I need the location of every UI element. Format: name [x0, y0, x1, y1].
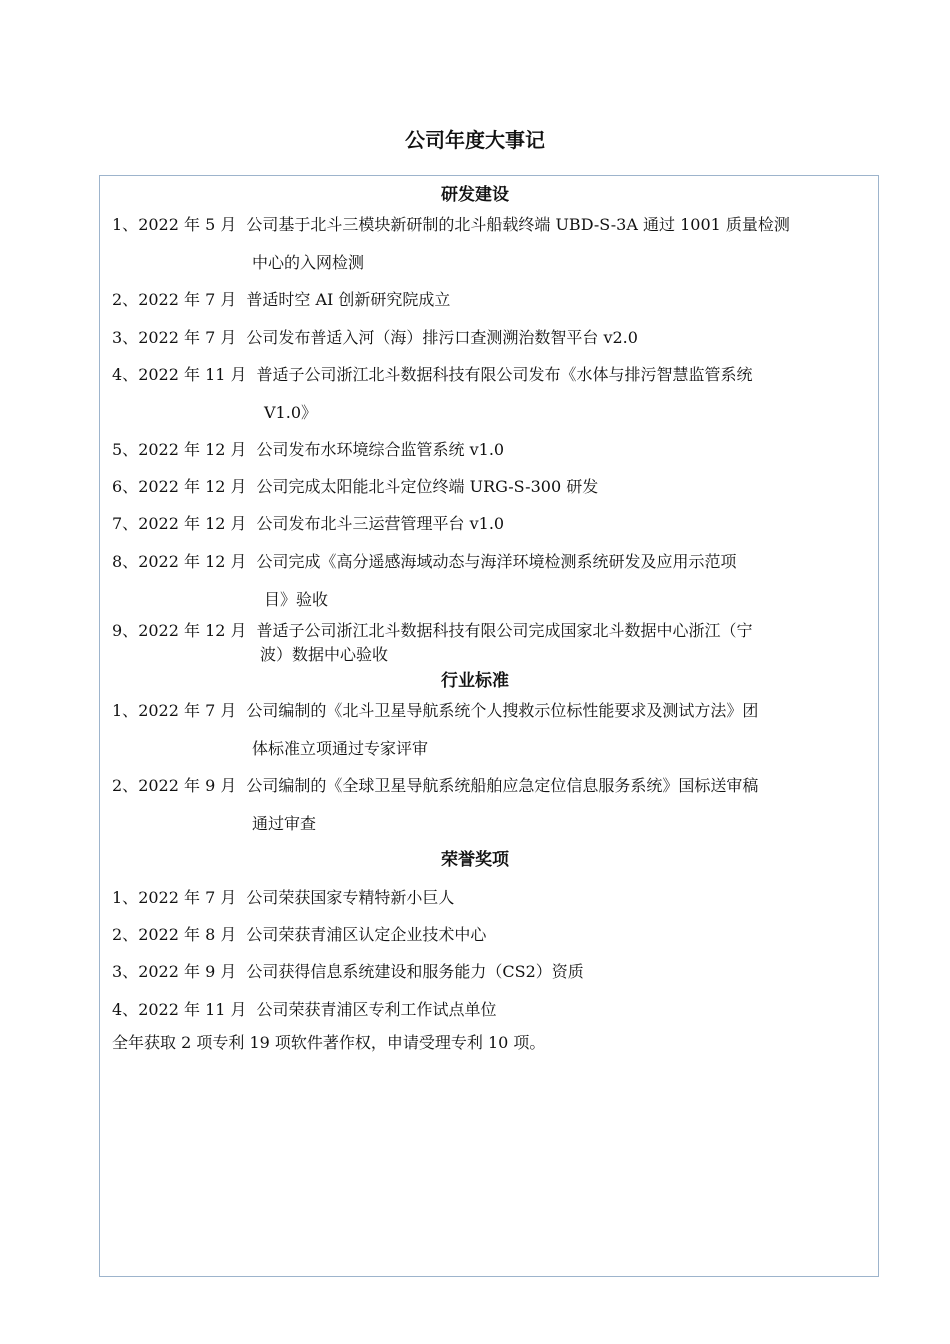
item-date: 2022 年 7 月 — [138, 888, 237, 907]
list-item — [112, 437, 868, 463]
item-index: 5、 — [112, 440, 139, 459]
list-item — [112, 549, 868, 613]
item-date: 2022 年 9 月 — [138, 776, 237, 795]
list-item — [112, 959, 868, 985]
annual-summary: 全年获取 2 项专利 19 项软件著作权，申请受理专利 10 项。 — [112, 1033, 546, 1052]
item-date: 2022 年 12 月 — [138, 440, 247, 459]
item-index: 9、 — [112, 621, 139, 640]
item-date: 2022 年 12 月 — [138, 514, 247, 533]
item-index: 1、 — [112, 701, 139, 720]
item-date: 2022 年 8 月 — [138, 925, 237, 944]
item-date: 2022 年 12 月 — [138, 552, 247, 571]
list-item — [112, 997, 868, 1023]
item-text: 公司发布普适入河（海）排污口查测溯治数智平台 v2.0 — [246, 328, 638, 347]
list-item — [112, 362, 868, 426]
item-text-continued: V1.0》 — [264, 403, 318, 422]
item-index: 2、 — [112, 290, 139, 309]
list-item — [112, 618, 868, 668]
item-text-continued: 体标准立项通过专家评审 — [252, 739, 429, 758]
item-index: 1、 — [112, 215, 139, 234]
item-index: 1、 — [112, 888, 139, 907]
item-text: 公司编制的《全球卫星导航系统船舶应急定位信息服务系统》国标送审稿 — [246, 776, 759, 795]
item-text: 普适子公司浙江北斗数据科技有限公司发布《水体与排污智慧监管系统 — [256, 365, 753, 384]
item-index: 4、 — [112, 365, 139, 384]
list-item — [112, 773, 868, 837]
item-text-continued: 目》验收 — [264, 590, 329, 609]
item-text: 公司荣获青浦区认定企业技术中心 — [246, 925, 487, 944]
section-heading-honors: 荣誉奖项 — [441, 850, 509, 870]
page-title: 公司年度大事记 — [405, 128, 545, 152]
list-item — [112, 885, 868, 911]
item-text: 公司发布水环境综合监管系统 v1.0 — [256, 440, 505, 459]
item-index: 6、 — [112, 477, 139, 496]
item-date: 2022 年 7 月 — [138, 328, 237, 347]
item-text: 公司完成太阳能北斗定位终端 URG-S-300 研发 — [256, 477, 599, 496]
item-date: 2022 年 12 月 — [138, 477, 247, 496]
list-item — [112, 325, 868, 351]
item-text: 公司荣获青浦区专利工作试点单位 — [256, 1000, 497, 1019]
item-index: 3、 — [112, 962, 139, 981]
item-index: 2、 — [112, 925, 139, 944]
item-date: 2022 年 9 月 — [138, 962, 237, 981]
item-text-continued: 波）数据中心验收 — [260, 645, 389, 664]
list-item — [112, 212, 868, 276]
item-date: 2022 年 11 月 — [138, 365, 247, 384]
item-index: 2、 — [112, 776, 139, 795]
item-text: 公司基于北斗三模块新研制的北斗船载终端 UBD-S-3A 通过 1001 质量检测 — [246, 215, 790, 234]
item-text-continued: 中心的入网检测 — [252, 253, 365, 272]
section-heading-rd: 研发建设 — [441, 185, 509, 205]
item-text-continued: 通过审查 — [252, 814, 317, 833]
list-item — [112, 287, 868, 313]
item-text: 公司完成《高分遥感海域动态与海洋环境检测系统研发及应用示范项 — [256, 552, 737, 571]
item-index: 7、 — [112, 514, 139, 533]
section-heading-standards: 行业标准 — [441, 671, 509, 691]
item-index: 3、 — [112, 328, 139, 347]
item-date: 2022 年 7 月 — [138, 290, 237, 309]
item-text: 公司荣获国家专精特新小巨人 — [246, 888, 455, 907]
list-item — [112, 922, 868, 948]
list-item — [112, 511, 868, 537]
item-date: 2022 年 11 月 — [138, 1000, 247, 1019]
item-text: 公司获得信息系统建设和服务能力（CS2）资质 — [246, 962, 584, 981]
item-text: 公司编制的《北斗卫星导航系统个人搜救示位标性能要求及测试方法》团 — [246, 701, 759, 720]
item-text: 公司发布北斗三运营管理平台 v1.0 — [256, 514, 505, 533]
item-date: 2022 年 7 月 — [138, 701, 237, 720]
item-text: 普适时空 AI 创新研究院成立 — [246, 290, 451, 309]
item-date: 2022 年 5 月 — [138, 215, 237, 234]
item-index: 4、 — [112, 1000, 139, 1019]
list-item — [112, 698, 868, 762]
item-index: 8、 — [112, 552, 139, 571]
item-date: 2022 年 12 月 — [138, 621, 247, 640]
item-text: 普适子公司浙江北斗数据科技有限公司完成国家北斗数据中心浙江（宁 — [256, 621, 753, 640]
list-item — [112, 474, 868, 500]
